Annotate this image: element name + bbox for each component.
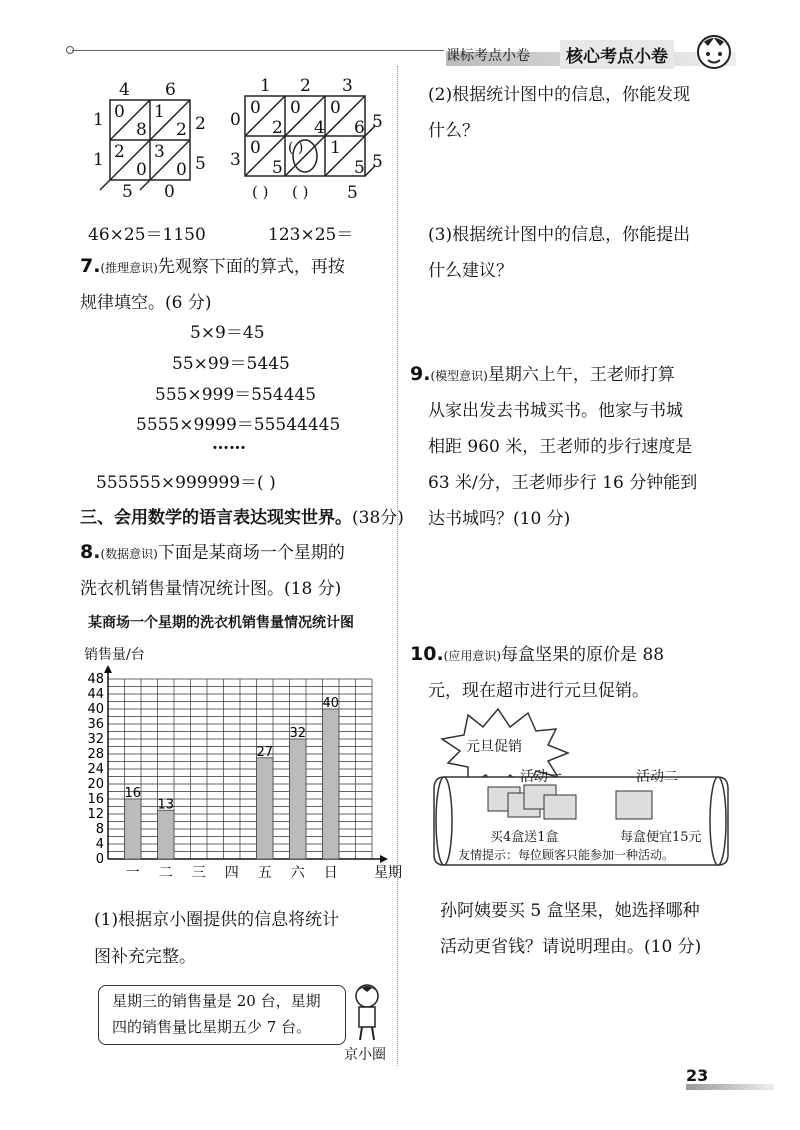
g1-cell: 2 (176, 120, 187, 140)
g2-cell: 6 (354, 118, 365, 138)
y-tick-label: 44 (87, 687, 104, 702)
g1-cell: 0 (114, 102, 125, 122)
g2-cell: 5 (354, 158, 365, 178)
q9-number: 9. (410, 363, 431, 385)
bar-value-label: 27 (256, 744, 274, 760)
g1-right-1: 5 (195, 154, 206, 174)
g2-right-0: 5 (372, 112, 383, 132)
g2-right-1: 5 (372, 152, 383, 172)
x-category-label: 三 (191, 865, 206, 881)
header-rule (72, 50, 444, 51)
y-tick-label: 36 (87, 717, 104, 732)
g2-equation: 123×25＝ (268, 225, 354, 245)
x-axis-label: 星期 (374, 865, 402, 881)
g2-bottom-0: ( ) (252, 183, 269, 201)
bar (257, 758, 274, 859)
q8-sub3-line2: 什么建议？ (428, 261, 513, 281)
page-number: 23 (686, 1066, 709, 1085)
q10-tag: (应用意识) (443, 649, 502, 663)
y-tick-label: 4 (95, 837, 104, 852)
g1-cell: 8 (136, 120, 147, 140)
bubble-line1: 星期三的销售量是 20 台，星期 (112, 992, 321, 1010)
bar-value-label: 40 (322, 696, 340, 711)
g1-right-0: 2 (195, 114, 206, 134)
promo-act2: 活动二 (636, 769, 678, 785)
header-series: 课标考点小卷 (446, 48, 530, 64)
y-axis-arrow (104, 665, 112, 673)
y-tick-label: 8 (95, 822, 104, 837)
chart-ylabel: 销售量/台 (84, 647, 145, 663)
y-tick-label: 32 (87, 732, 104, 747)
g2-top-2: 3 (342, 76, 353, 96)
q10-line2: 元，现在超市进行元旦促销。 (428, 681, 649, 701)
promo-act2-desc: 每盒便宜15元 (620, 830, 702, 845)
y-tick-label: 20 (87, 777, 104, 792)
q8-number: 8. (80, 541, 101, 563)
g1-equation: 46×25＝1150 (88, 225, 206, 245)
g2-cell: ( ) (288, 140, 304, 156)
q7-eq-2: 555×999＝554445 (155, 385, 317, 405)
q9-line3: 63 米/分，王老师步行 16 分钟能到 (428, 473, 698, 493)
g2-cell: 5 (272, 158, 283, 178)
x-category-label: 五 (257, 865, 272, 881)
g2-left-0: 0 (230, 110, 241, 130)
kid-mascot-icon (342, 980, 392, 1042)
g1-bottom-1: 0 (164, 182, 175, 202)
g1-cell: 0 (176, 160, 187, 180)
mascot-name: 京小圈 (344, 1047, 386, 1063)
g1-top-0: 4 (119, 80, 130, 100)
q9-line4: 达书城吗？(10 分) (428, 509, 571, 529)
g2-cell: 1 (330, 138, 341, 158)
g2-cell: 0 (290, 98, 301, 118)
x-category-label: 二 (158, 865, 173, 881)
q7-line1: 先观察下面的算式，再按 (157, 257, 345, 277)
y-tick-label: 28 (87, 747, 104, 762)
q8-sub3-line1: (3)根据统计图中的信息，你能提出 (428, 225, 691, 245)
q9-line2: 相距 960 米，王老师的步行速度是 (428, 437, 693, 457)
q8-sub1-line2: 图补充完整。 (94, 947, 196, 967)
promo-title: 元旦促销 (466, 739, 522, 755)
boy-mascot-icon (690, 28, 738, 80)
bar (323, 709, 340, 859)
x-category-label: 日 (323, 865, 338, 881)
g1-left-0: 1 (93, 110, 104, 130)
g1-cell: 3 (154, 142, 165, 162)
y-tick-label: 16 (87, 792, 104, 807)
q9-tag: (模型意识) (430, 369, 488, 383)
g2-top-1: 2 (300, 76, 311, 96)
g1-left-1: 1 (93, 150, 104, 170)
y-tick-label: 40 (87, 702, 104, 717)
y-tick-label: 48 (87, 672, 104, 687)
q8-line2: 洗衣机销售量情况统计图。(18 分) (80, 579, 342, 599)
q7-eq-1: 55×99＝5445 (172, 354, 290, 374)
bar (125, 799, 142, 859)
g1-top-1: 6 (165, 80, 176, 100)
promo-act1: 活动一 (520, 769, 562, 785)
q7-answer-blank[interactable]: 555555×999999＝( ) (96, 473, 276, 493)
promo-tip: 友情提示：每位顾客只能参加一种活动。 (458, 848, 675, 862)
q9-line1: 从家出发去书城买书。他家与书城 (428, 401, 683, 421)
q7-eq-0: 5×9＝45 (190, 323, 265, 343)
header-title: 核心考点小卷 (560, 40, 674, 69)
q7-number: 7. (80, 255, 101, 277)
q10-number: 10. (410, 643, 444, 665)
y-tick-label: 0 (95, 852, 104, 867)
q9-line0: 星期六上午，王老师打算 (487, 365, 675, 385)
chart-title: 某商场一个星期的洗衣机销售量情况统计图 (88, 615, 354, 631)
x-category-label: 四 (224, 865, 239, 881)
g2-cell: 4 (314, 118, 325, 138)
g1-bottom-0: 5 (122, 182, 133, 202)
g2-cell: 2 (272, 118, 283, 138)
g2-cell: 0 (250, 98, 261, 118)
q8-sub1-line1: (1)根据京小圈提供的信息将统计 (94, 910, 340, 930)
bar-chart (80, 664, 402, 884)
bar (290, 739, 307, 859)
q8-line1: 下面是某商场一个星期的 (157, 543, 345, 563)
g2-cell: 0 (330, 98, 341, 118)
x-category-label: 一 (125, 865, 140, 881)
y-tick-label: 24 (87, 762, 104, 777)
q10-ask1: 孙阿姨要买 5 盒坚果，她选择哪种 (440, 901, 700, 921)
g1-cell: 2 (114, 142, 125, 162)
g2-bottom-2: 5 (347, 183, 358, 203)
q7-eq-4: …… (212, 434, 246, 454)
q8-sub2-line1: (2)根据统计图中的信息，你能发现 (428, 85, 691, 105)
q8-sub2-line2: 什么？ (428, 121, 479, 141)
q10-line1: 每盒坚果的原价是 88 (501, 645, 665, 665)
g2-top-0: 1 (260, 76, 271, 96)
q10-ask2: 活动更省钱？请说明理由。(10 分) (440, 937, 702, 957)
g1-cell: 0 (136, 160, 147, 180)
q8-tag: (数据意识) (100, 547, 158, 561)
section3-title: 三、会用数学的语言表达现实世界。 (80, 508, 352, 528)
x-category-label: 六 (290, 865, 305, 881)
promo-act1-desc: 买4盒送1盒 (490, 830, 559, 845)
bar (158, 810, 175, 859)
q7-line2: 规律填空。(6 分) (80, 293, 212, 313)
g2-bottom-1: ( ) (292, 183, 309, 201)
section3-score: (38分) (352, 508, 404, 528)
bar-value-label: 13 (157, 797, 175, 813)
g2-cell: 0 (250, 138, 261, 158)
x-axis-arrow (380, 855, 388, 863)
g2-left-1: 3 (230, 150, 241, 170)
lattice-grid-1 (88, 78, 213, 206)
bubble-line2: 四的销售量比星期五少 7 台。 (112, 1018, 312, 1036)
q7-tag: (推理意识) (100, 261, 158, 275)
bar-value-label: 16 (124, 786, 142, 801)
bar-value-label: 32 (289, 726, 307, 741)
column-divider (397, 66, 398, 1066)
g1-cell: 1 (154, 102, 165, 122)
q7-eq-3: 5555×9999＝55544445 (136, 415, 341, 435)
y-tick-label: 12 (87, 807, 104, 822)
